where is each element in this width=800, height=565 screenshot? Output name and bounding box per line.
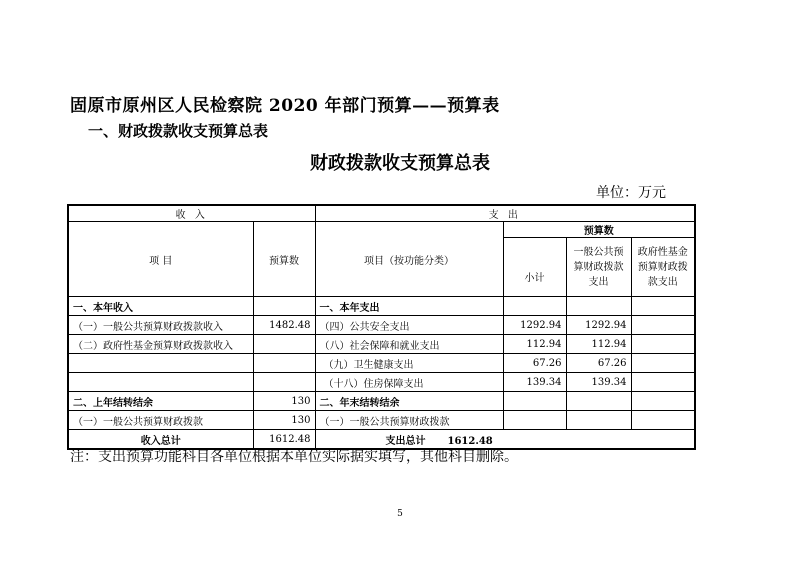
general-public-cell [566,392,631,411]
expense-item-header: 项目（按功能分类） [315,222,503,297]
gov-fund-cell [631,316,695,335]
general-public-cell [566,411,631,430]
income-header: 收 入 [68,205,315,222]
table-row [68,392,695,411]
general-public-cell: 139.34 [566,373,631,392]
budget-summary-table [67,204,696,450]
income-amount-cell [253,335,315,354]
expense-item-cell: （八）社会保障和就业支出 [315,335,503,354]
subtotal-cell [503,392,566,411]
item-header: 项 目 [68,222,253,297]
expense-item-cell: （九）卫生健康支出 [315,354,503,373]
document-title: 固原市原州区人民检察院 2020 年部门预算——预算表 [70,96,500,116]
general-public-cell: 67.26 [566,354,631,373]
income-amount-cell [253,354,315,373]
expense-item-cell: 一、本年支出 [315,297,503,316]
gov-fund-cell [631,354,695,373]
income-item-cell: （二）政府性基金预算财政拨款收入 [68,335,253,354]
income-amount-cell [253,297,315,316]
table-row [68,335,695,354]
table-row [68,411,695,430]
expense-item-cell: （一）一般公共预算财政拨款 [315,411,503,430]
general-public-header: 一般公共预算财政拨款支出 [566,238,631,297]
table-header-row [68,205,695,222]
footnote: 注：支出预算功能科目各单位根据本单位实际据实填写，其他科目删除。 [70,449,518,465]
table-title: 财政拨款收支预算总表 [310,153,490,174]
income-total-amount: 1612.48 [253,430,315,450]
expense-total-amount: 1612.48 [447,435,493,447]
income-amount-cell [253,373,315,392]
table-row [68,373,695,392]
income-amount-cell: 130 [253,392,315,411]
subtotal-cell: 67.26 [503,354,566,373]
budget-amount-header: 预算数 [253,222,315,297]
subtotal-cell: 112.94 [503,335,566,354]
general-public-cell [566,297,631,316]
income-amount-cell: 130 [253,411,315,430]
gov-fund-header: 政府性基金预算财政拨款支出 [631,238,695,297]
subtotal-cell: 1292.94 [503,316,566,335]
subtotal-cell [503,297,566,316]
expense-item-cell: （十八）住房保障支出 [315,373,503,392]
unit-label: 单位：万元 [596,185,666,201]
income-amount-cell: 1482.48 [253,316,315,335]
expense-header: 支 出 [315,205,695,222]
general-public-cell: 112.94 [566,335,631,354]
expense-item-cell: 二、年末结转结余 [315,392,503,411]
income-item-cell [68,354,253,373]
gov-fund-cell [631,335,695,354]
subtotal-cell [503,411,566,430]
table-row [68,297,695,316]
table-row [68,316,695,335]
gov-fund-cell [631,297,695,316]
expense-item-cell: （四）公共安全支出 [315,316,503,335]
table-row [68,354,695,373]
gov-fund-cell [631,392,695,411]
income-item-cell: 二、上年结转结余 [68,392,253,411]
section-heading: 一、财政拨款收支预算总表 [88,122,269,140]
page-number: 5 [397,509,403,519]
gov-fund-cell [631,411,695,430]
budget-group-header: 预算数 [503,222,695,238]
subtotal-header: 小计 [503,238,566,297]
income-item-cell: 一、本年收入 [68,297,253,316]
gov-fund-cell [631,373,695,392]
income-total-label: 收入总计 [68,430,253,450]
income-item-cell: （一）一般公共预算财政拨款 [68,411,253,430]
table-header-row [68,222,695,238]
subtotal-cell: 139.34 [503,373,566,392]
income-item-cell: （一）一般公共预算财政拨款收入 [68,316,253,335]
income-item-cell [68,373,253,392]
expense-total-label: 支出总计 [385,435,426,447]
general-public-cell: 1292.94 [566,316,631,335]
